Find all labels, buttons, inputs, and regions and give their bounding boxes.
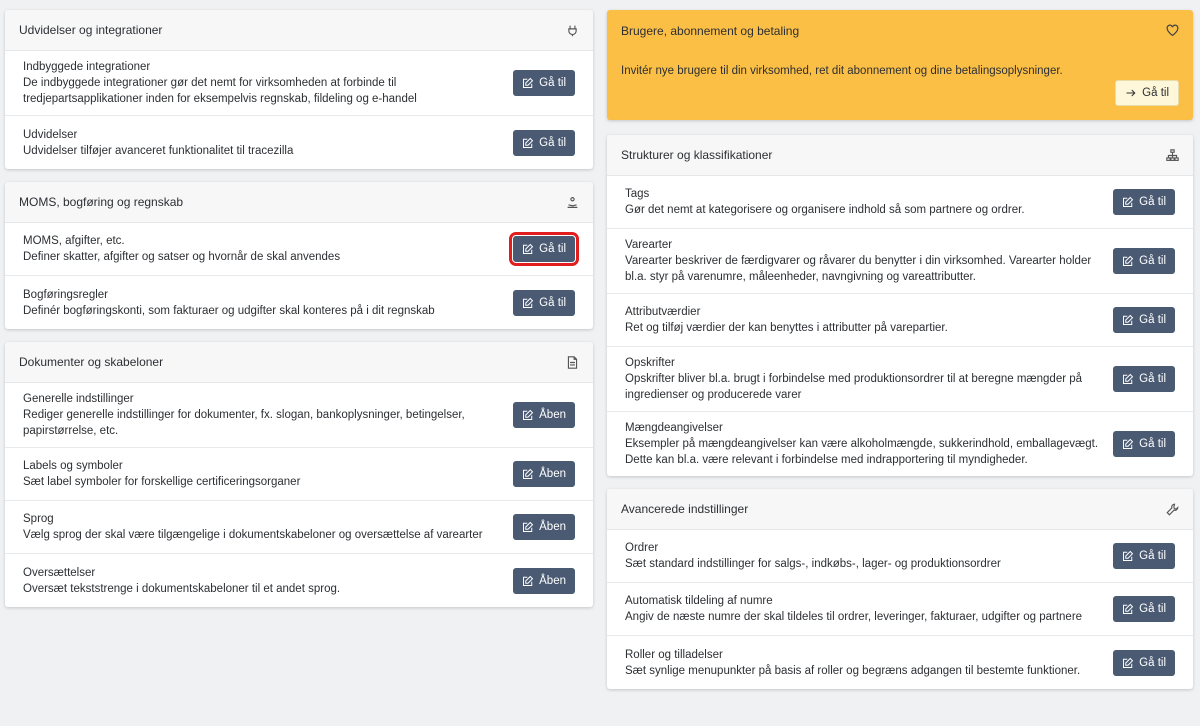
item-title: Indbyggede integrationer [23, 61, 151, 73]
card-header [607, 489, 1193, 530]
card-structures [607, 135, 1193, 476]
item-desc: Gør det nemt at kategorisere og organisere indhold så som partnere og ordrer. [625, 204, 1025, 216]
item-title: Opskrifter [625, 357, 675, 369]
item-desc: Rediger generelle indstillinger for dokumenter, fx. slogan, bankoplysninger, betingelser, papirstørrelse, etc. [23, 409, 465, 437]
item-desc: Sæt label symboler for forskellige certificeringsorganer [23, 476, 301, 488]
edit-icon [522, 521, 534, 533]
list-item [607, 294, 1193, 347]
card-title: Udvidelser og integrationer [19, 23, 163, 37]
list-item [607, 583, 1193, 636]
list-item [607, 347, 1193, 412]
list-item [5, 448, 593, 501]
item-desc: Sæt standard indstillinger for salgs-, indkøbs-, lager- og produktionsordrer [625, 558, 1001, 570]
card-extensions [5, 10, 593, 169]
item-desc: De indbyggede integrationer gør det nemt for virksomheden at forbinde til tredjepartsapplikationer inden for eksempelvis regnskab, fildeling og e-handel [23, 77, 417, 105]
goto-button[interactable]: Gå til [513, 130, 575, 156]
card-header [607, 10, 1193, 51]
item-title: Automatisk tildeling af numre [625, 595, 773, 607]
item-desc: Oversæt tekststrenge i dokumentskabeloner til et andet sprog. [23, 582, 341, 595]
open-button[interactable]: Åben [513, 402, 575, 428]
goto-button[interactable]: Gå til [1113, 366, 1175, 392]
card-title: Dokumenter og skabeloner [19, 355, 164, 369]
list-item [5, 554, 593, 607]
edit-icon [1122, 314, 1134, 326]
document-icon [565, 355, 579, 369]
goto-button[interactable]: Gå til [1113, 431, 1175, 457]
open-button[interactable]: Åben [513, 568, 575, 594]
edit-icon [1122, 196, 1134, 208]
edit-icon [1122, 255, 1134, 267]
wrench-icon [1165, 502, 1179, 516]
goto-button[interactable]: Gå til [1113, 543, 1175, 569]
item-title: Sprog [23, 513, 54, 525]
item-title: Tags [625, 188, 650, 200]
item-title: Mængdeangivelser [625, 422, 723, 434]
arrow-right-icon [1125, 87, 1137, 99]
list-item [5, 51, 593, 116]
card-documents [5, 342, 593, 607]
item-title: Varearter [625, 239, 673, 251]
item-title: Generelle indstillinger [23, 393, 134, 405]
goto-button[interactable]: Gå til [1113, 248, 1175, 274]
card-title: Strukturer og klassifikationer [621, 148, 773, 162]
hand-coin-icon [565, 195, 579, 209]
goto-button[interactable]: Gå til [513, 236, 575, 262]
edit-icon [522, 575, 534, 587]
item-title: Udvidelser [23, 128, 78, 141]
item-desc: Opskrifter bliver bl.a. brugt i forbindelse med produktionsordrer til at beregne mængder på ingredienser og producerede varer [625, 373, 1083, 401]
edit-icon [1122, 550, 1134, 562]
card-header [5, 10, 593, 51]
card-title: Avancerede indstillinger [621, 502, 749, 516]
edit-icon [522, 77, 534, 89]
goto-button[interactable]: Gå til [1113, 596, 1175, 622]
goto-button[interactable]: Gå til [513, 70, 575, 96]
list-item [5, 383, 593, 448]
edit-icon [1122, 657, 1134, 669]
goto-button[interactable]: Gå til [513, 290, 575, 316]
card-header [5, 182, 593, 223]
edit-icon [522, 137, 534, 149]
item-desc: Varearter beskriver de færdigvarer og råvarer du benytter i din virksomhed. Varearter holder bl.a. styr på varenumre, måleenheder, navngivning og vareattributter. [625, 255, 1092, 283]
item-desc: Eksempler på mængdeangivelser kan være alkoholmængde, sukkerindhold, emballagevægt. Dette kan bl.a. være relevant i forbindelse med indrapportering til myndigheder. [625, 438, 1099, 466]
open-button[interactable]: Åben [513, 514, 575, 540]
list-item [5, 276, 593, 329]
card-advanced [607, 489, 1193, 689]
open-button[interactable]: Åben [513, 461, 575, 487]
item-title: Ordrer [625, 542, 659, 554]
list-item [607, 636, 1193, 689]
edit-icon [522, 409, 534, 421]
list-item [607, 530, 1193, 583]
list-item [607, 412, 1193, 476]
card-users-billing [607, 10, 1193, 120]
list-item [607, 176, 1193, 229]
item-title: Labels og symboler [23, 460, 123, 472]
item-title: Bogføringsregler [23, 288, 109, 301]
goto-button[interactable]: Gå til [1113, 650, 1175, 676]
item-desc: Udvidelser tilføjer avanceret funktionalitet til tracezilla [23, 144, 294, 157]
card-moms [5, 182, 593, 329]
card-title: MOMS, bogføring og regnskab [19, 195, 184, 209]
item-desc: Vælg sprog der skal være tilgængelige i dokumentskabeloner og oversættelse af varearter [23, 529, 483, 541]
card-desc: Invitér nye brugere til din virksomhed, ret dit abonnement og dine betalingsoplysninger. [621, 65, 1063, 77]
card-header [5, 342, 593, 383]
card-title: Brugere, abonnement og betaling [621, 23, 800, 38]
goto-button[interactable]: Gå til [1115, 80, 1179, 106]
item-title: Oversættelser [23, 566, 96, 579]
plug-icon [565, 23, 579, 37]
item-title: MOMS, afgifter, etc. [23, 235, 125, 247]
edit-icon [1122, 438, 1134, 450]
item-desc: Angiv de næste numre der skal tildeles til ordrer, leveringer, fakturaer, udgifter og partnere [625, 611, 1083, 623]
edit-icon [522, 243, 534, 255]
edit-icon [1122, 373, 1134, 385]
heart-icon [1166, 24, 1179, 37]
item-title: Attributværdier [625, 306, 701, 318]
list-item [607, 229, 1193, 294]
item-desc: Definér bogføringskonti, som fakturaer og udgifter skal konteres på i dit regnskab [23, 304, 435, 317]
left-column [5, 10, 593, 620]
list-item [5, 116, 593, 169]
goto-button[interactable]: Gå til [1113, 307, 1175, 333]
card-header [607, 135, 1193, 176]
item-desc: Ret og tilføj værdier der kan benyttes i attributter på varepartier. [625, 322, 948, 334]
item-title: Roller og tilladelser [625, 648, 723, 661]
list-item [5, 501, 593, 554]
item-desc: Sæt synlige menupunkter på basis af roller og begræns adgangen til bestemte funktioner. [625, 664, 1081, 677]
item-desc: Definer skatter, afgifter og satser og hvornår de skal anvendes [23, 251, 341, 263]
edit-icon [522, 297, 534, 309]
list-item [5, 223, 593, 276]
sitemap-icon [1165, 148, 1179, 162]
edit-icon [522, 468, 534, 480]
right-column [607, 10, 1193, 702]
edit-icon [1122, 603, 1134, 615]
goto-button[interactable]: Gå til [1113, 189, 1175, 215]
